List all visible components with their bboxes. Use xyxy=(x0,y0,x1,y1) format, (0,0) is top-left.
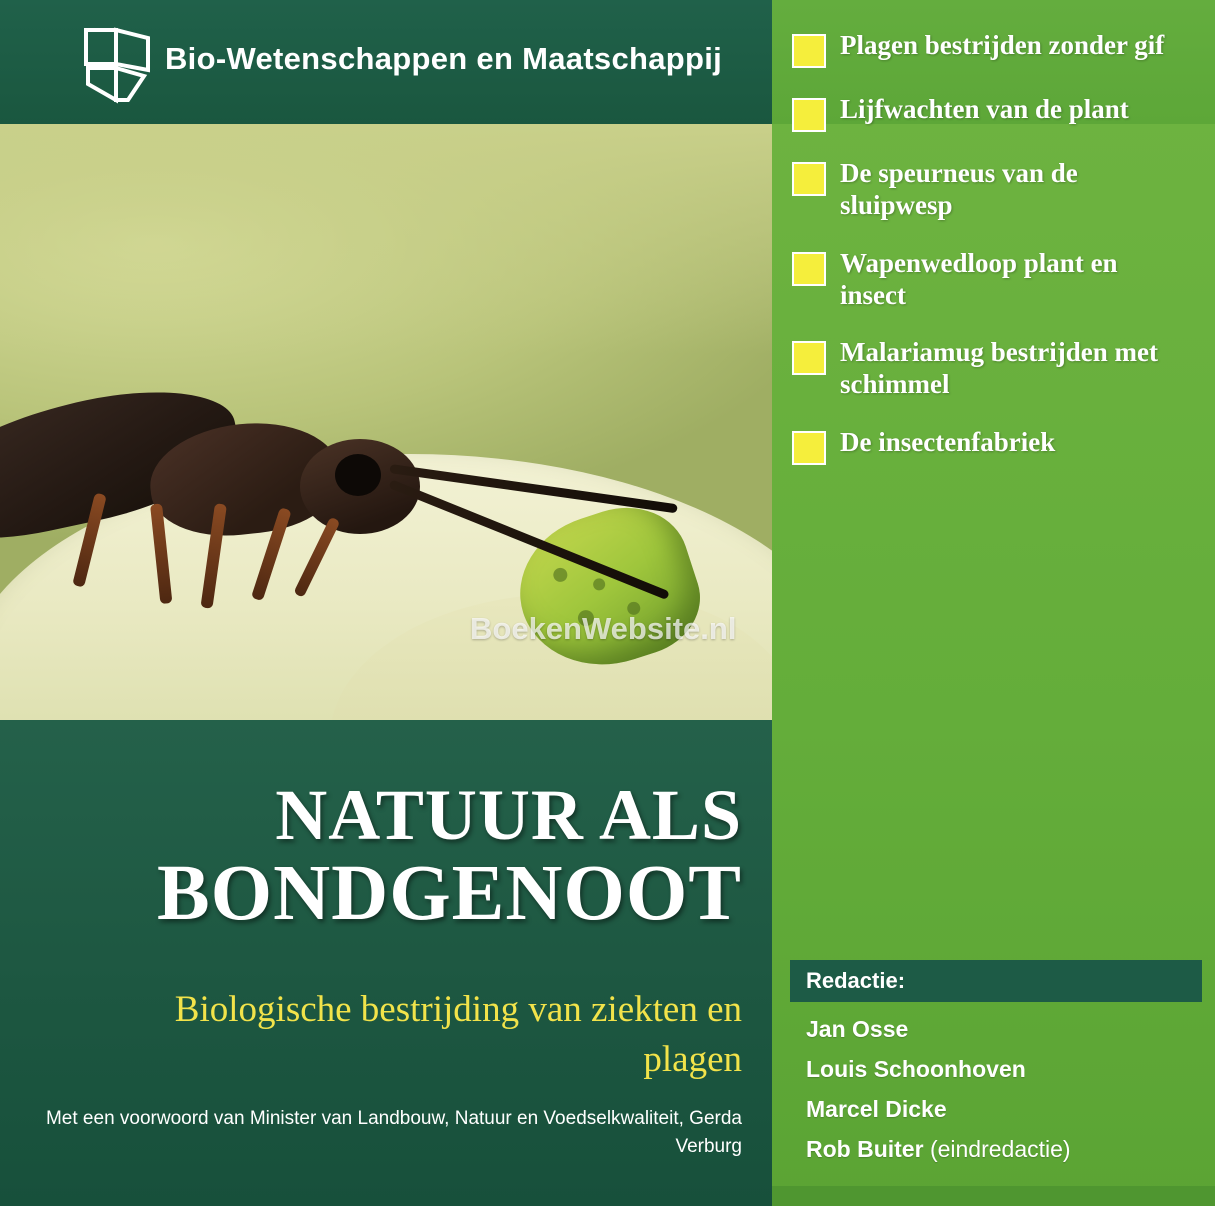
contents-item-label: De insectenfabriek xyxy=(840,427,1056,458)
contents-list xyxy=(792,30,1202,491)
editor-entry xyxy=(806,1056,1202,1083)
editor-role: (eindredactie) xyxy=(923,1136,1071,1162)
editor-name: Jan Osse xyxy=(806,1016,909,1042)
list-item[interactable] xyxy=(792,158,1202,222)
cover-photo xyxy=(0,124,772,720)
editor-name: Rob Buiter xyxy=(806,1136,924,1162)
square-bullet-icon xyxy=(792,98,826,132)
list-item[interactable] xyxy=(792,248,1202,312)
contents-item-label: De speurneus van de sluipwesp xyxy=(840,158,1078,220)
list-item[interactable] xyxy=(792,30,1202,68)
book-title-line-1: NATUUR ALS xyxy=(275,775,742,855)
contents-item-label: Wapenwedloop plant en insect xyxy=(840,247,1118,310)
wasp-eye xyxy=(335,454,381,496)
list-item[interactable] xyxy=(792,94,1202,132)
square-bullet-icon xyxy=(792,341,826,375)
contents-item-label: Plagen bestrijden zonder gif xyxy=(840,30,1165,60)
book-subtitle: Biologische bestrijding van ziekten en plagen xyxy=(174,989,742,1080)
foreword-note: Met een voorwoord van Minister van Landbouw, Natuur en Voedselkwaliteit, Gerda Verburg xyxy=(45,1108,742,1157)
editor-name: Louis Schoonhoven xyxy=(806,1056,1026,1082)
page-title xyxy=(0,775,742,937)
list-item[interactable] xyxy=(792,427,1202,465)
square-bullet-icon xyxy=(792,431,826,465)
square-bullet-icon xyxy=(792,162,826,196)
editors-heading: Redactie: xyxy=(790,960,1202,1002)
editors-block xyxy=(790,960,1202,1176)
editor-entry xyxy=(806,1016,1202,1043)
butterfly-logo xyxy=(78,24,156,106)
book-title-line-2: BONDGENOOT xyxy=(156,849,742,937)
contents-item-label: Malariamug bestrijden met schimmel xyxy=(840,337,1158,400)
square-bullet-icon xyxy=(792,34,826,68)
title-panel xyxy=(0,720,772,1206)
editor-entry xyxy=(806,1096,1202,1123)
series-title: Bio-Wetenschappen en Maatschappij xyxy=(165,41,723,76)
editors-names xyxy=(806,1016,1202,1163)
bottom-strip xyxy=(772,1186,1215,1206)
photo-watermark: BoekenWebsite.nl xyxy=(470,611,737,646)
list-item[interactable] xyxy=(792,337,1202,401)
contents-item-label: Lijfwachten van de plant xyxy=(840,94,1129,124)
editor-name: Marcel Dicke xyxy=(806,1096,947,1122)
right-column-content xyxy=(772,0,1215,1206)
photo-haze xyxy=(0,124,772,354)
editor-entry xyxy=(806,1136,1202,1163)
square-bullet-icon xyxy=(792,252,826,286)
